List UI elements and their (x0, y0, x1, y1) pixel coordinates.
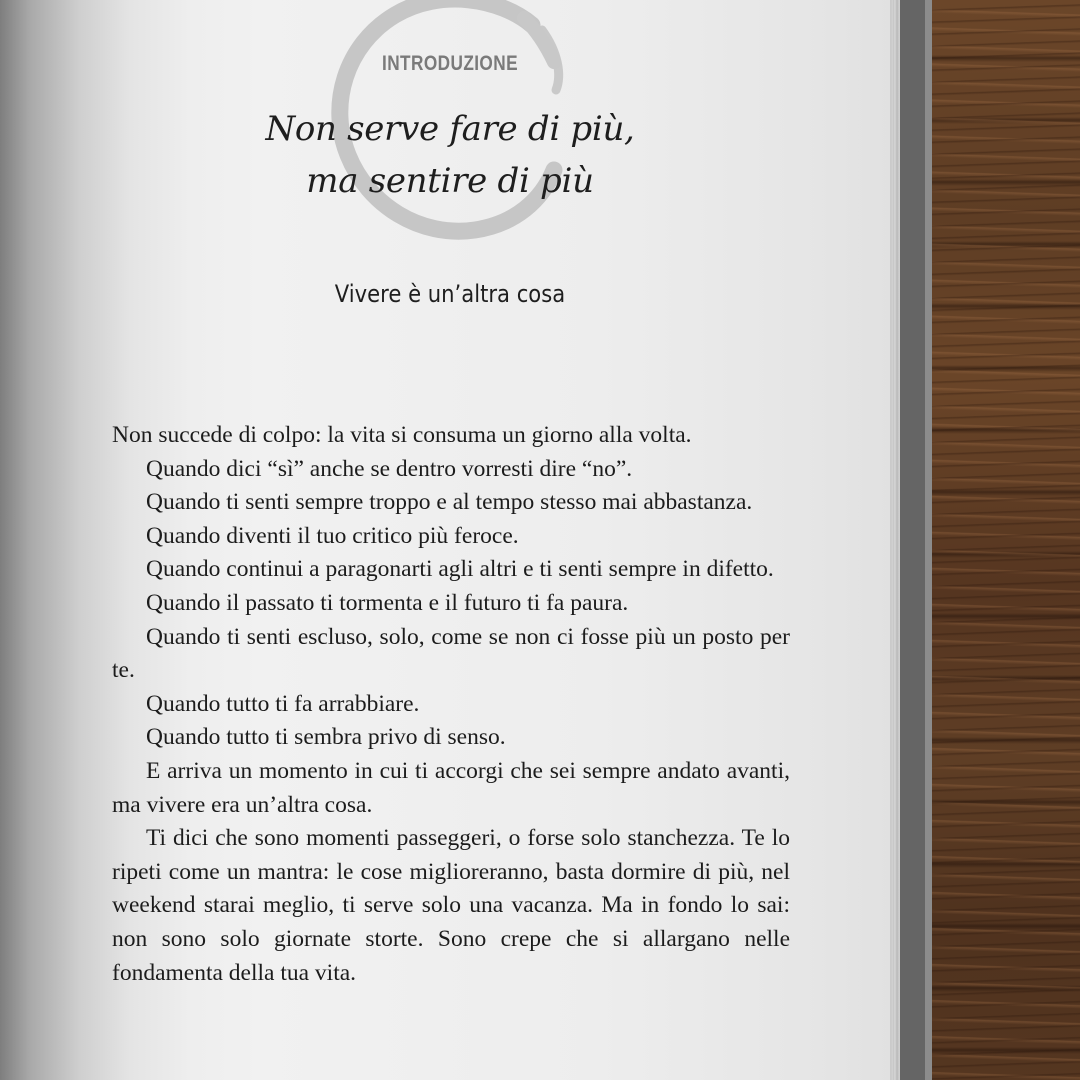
paragraph: Quando tutto ti fa arrabbiare. (146, 690, 420, 717)
paragraph: Ti dici che sono momenti passeggeri, o forse solo stanchezza. Te lo ripeti come un mantra: le cose miglioreranno, basta dormire di più, nel weekend starai meglio, ti serve solo una vacanza. Ma in fondo lo sai: non sono solo giornate storte. Sono crepe che si allargano nelle fondamenta della tua vita. (112, 825, 790, 986)
body-text (112, 419, 790, 990)
paragraph: E arriva un momento in cui ti accorgi che sei sempre andato avanti, ma vivere era un’altra cosa. (112, 757, 790, 818)
chapter-title-line-2: ma sentire di più (306, 161, 594, 201)
wood-background (932, 0, 1080, 1080)
chapter-title-line-1: Non serve fare di più, (265, 109, 635, 149)
paragraph: Non succede di colpo: la vita si consuma un giorno alla volta. (112, 422, 692, 448)
subheading: Vivere è un’altra cosa (334, 280, 566, 308)
paragraph: Quando diventi il tuo critico più feroce. (146, 522, 519, 549)
paragraph: Quando ti senti sempre troppo e al tempo stesso mai abbastanza. (146, 489, 753, 516)
section-label: INTRODUZIONE (382, 52, 518, 75)
paragraph: Quando ti senti escluso, solo, come se non ci fosse più un posto per te. (112, 623, 790, 684)
chapter-title (180, 103, 720, 207)
paragraph: Quando continui a paragonarti agli altri e ti senti sempre in difetto. (146, 556, 774, 583)
paragraph: Quando il passato ti tormenta e il futuro ti fa paura. (146, 589, 629, 616)
book-cover-edge (900, 0, 925, 1080)
page-edges (890, 0, 900, 1080)
book-cover-edge-light (925, 0, 932, 1080)
paragraph: Quando dici “sì” anche se dentro vorresti dire “no”. (146, 455, 633, 482)
paragraph: Quando tutto ti sembra privo di senso. (146, 724, 506, 751)
